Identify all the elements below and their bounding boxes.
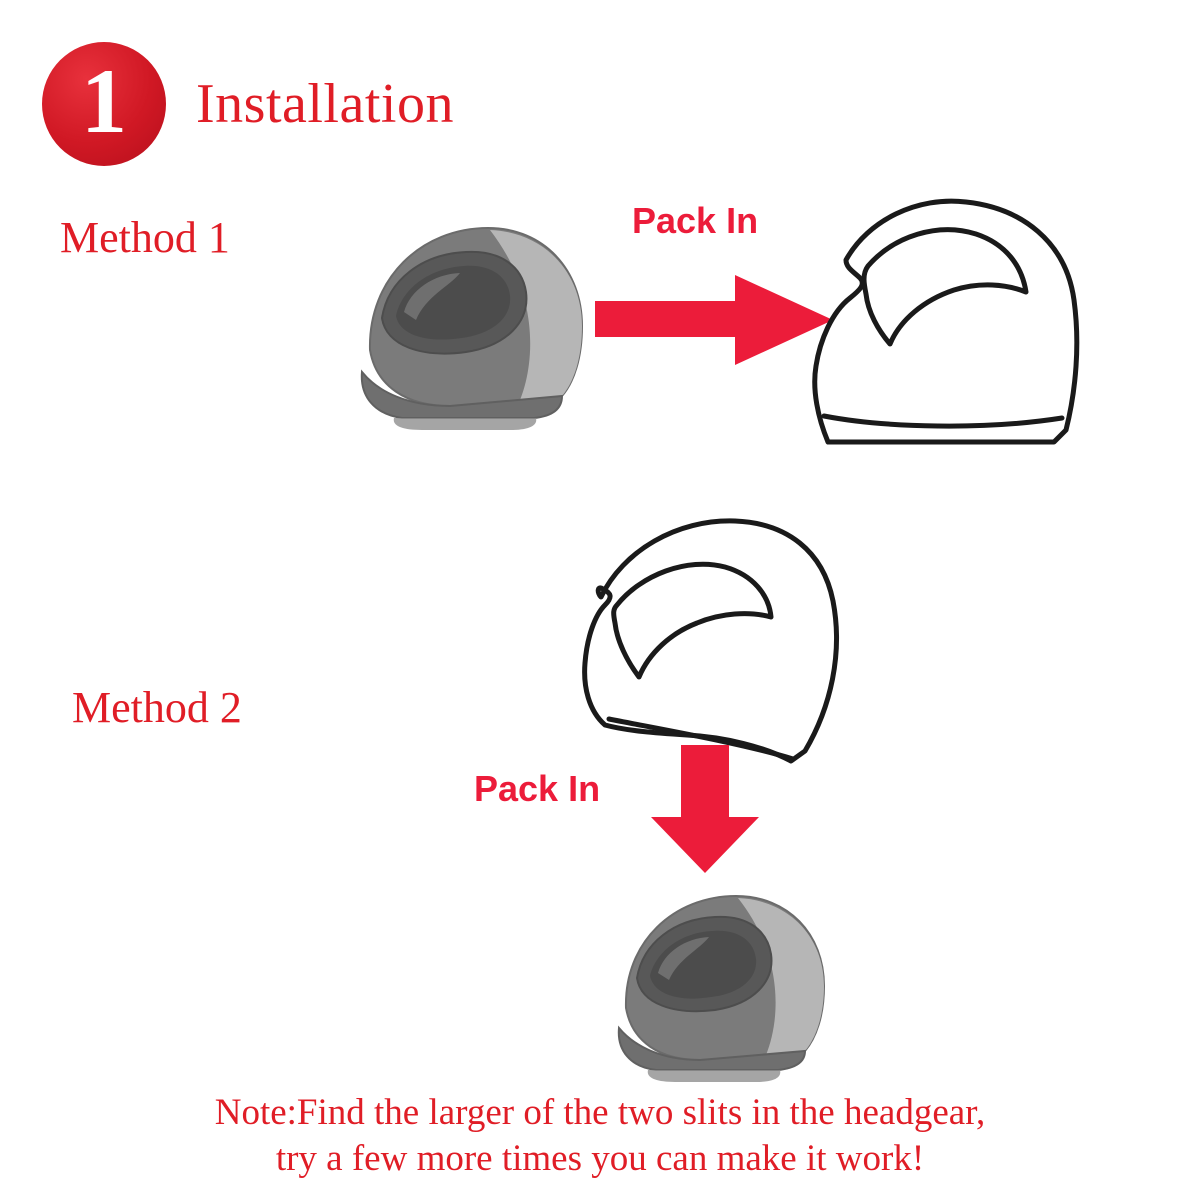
- note-line-1: Note:Find the larger of the two slits in the headgear,: [214, 1092, 986, 1133]
- method-1-label: Method 1: [60, 213, 230, 262]
- helmet-illustration-top: [330, 200, 600, 440]
- note-line-2: try a few more times you can make it work!: [275, 1138, 925, 1180]
- page-title: Installation: [196, 73, 454, 135]
- pack-in-label-1: Pack In: [632, 200, 759, 241]
- helmet-cover-outline-top: [790, 180, 1090, 460]
- method-2-label: Method 2: [72, 683, 242, 732]
- helmet-illustration-bottom: [590, 870, 840, 1090]
- note-text: [0, 1090, 1200, 1183]
- arrow-down-icon: [645, 745, 765, 875]
- step-number: 1: [81, 50, 127, 152]
- step-number-badge: [42, 42, 166, 166]
- helmet-cover-outline-bottom: [565, 505, 855, 780]
- pack-in-label-2: Pack In: [474, 768, 601, 809]
